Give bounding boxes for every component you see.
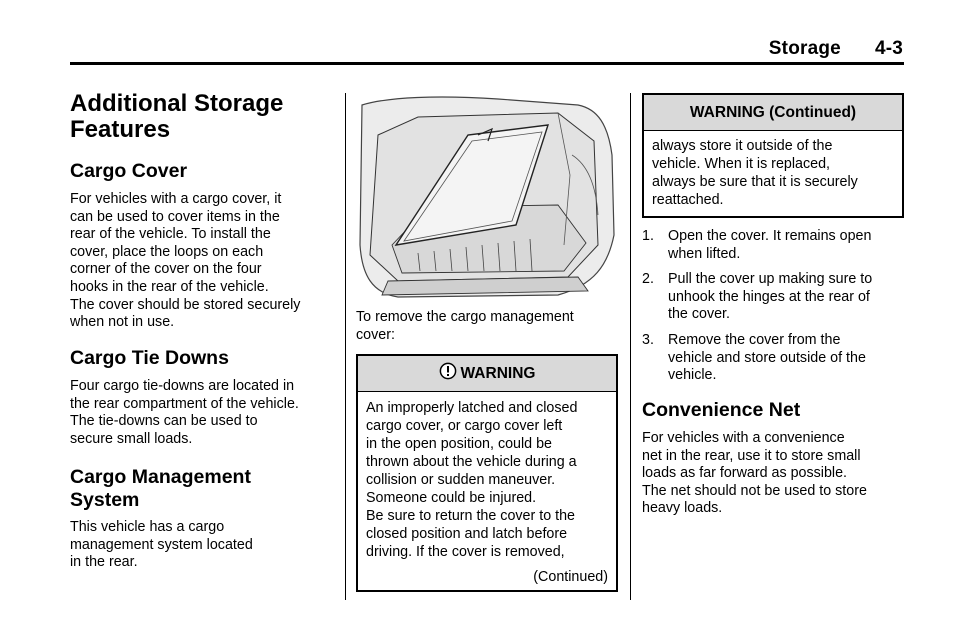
cargo-cover-text: For vehicles with a cargo cover, it can be used to cover items in the rear of the vehicle. To install the cover, place the loops on each corner of the cover on the four hooks in the rear of the vehicle. The cover should be stored securely when not in use. bbox=[70, 191, 301, 331]
warning-continued-header: WARNING (Continued) bbox=[644, 95, 902, 131]
cargo-management-text: This vehicle has a cargo management system located in the rear. bbox=[70, 519, 253, 571]
warning-header bbox=[358, 356, 616, 392]
list-item bbox=[642, 271, 904, 324]
step-text: Remove the cover from the vehicle and store outside of the vehicle. bbox=[668, 331, 866, 384]
section-title: Storage bbox=[768, 38, 841, 59]
remove-cover-text: To remove the cargo management cover: bbox=[356, 309, 574, 343]
removal-steps bbox=[642, 228, 904, 393]
page-number: 4-3 bbox=[874, 38, 903, 59]
warning-box bbox=[356, 354, 618, 592]
step-number: 3. bbox=[642, 331, 654, 348]
step-number: 1. bbox=[642, 228, 654, 244]
cargo-cover-heading: Cargo Cover bbox=[70, 160, 188, 182]
step-text: Pull the cover up making sure to unhook the hinges at the rear of the cover. bbox=[668, 271, 873, 323]
list-item bbox=[642, 332, 904, 385]
continued-label: (Continued) bbox=[533, 569, 608, 585]
warning-continued-text: always store it outside of the vehicle. When it is replaced, always be sure that it is securely reattached. bbox=[652, 138, 858, 208]
column-divider bbox=[345, 93, 346, 600]
page-header bbox=[769, 38, 903, 60]
cargo-tie-downs-heading: Cargo Tie Downs bbox=[70, 347, 229, 369]
warning-text: An improperly latched and closed cargo cover, or cargo cover left in the open position, could be thrown about the vehicle during a collision or sudden maneuver. Someone could be injured. Be sure to return the cover to the closed position and latch before driving. If the cover is removed, bbox=[366, 400, 578, 560]
list-item bbox=[642, 228, 904, 263]
page-title: Additional Storage Features bbox=[70, 90, 284, 143]
step-number: 2. bbox=[642, 271, 654, 288]
step-text: Open the cover. It remains open when lifted. bbox=[668, 228, 872, 262]
column-divider bbox=[630, 93, 631, 600]
convenience-net-heading: Convenience Net bbox=[642, 399, 801, 421]
warning-label: WARNING bbox=[460, 365, 536, 382]
cargo-management-heading: Cargo Management System bbox=[70, 466, 251, 511]
convenience-net-text: For vehicles with a convenience net in the rear, use it to store small loads as far forward as possible. The net should not be used to store heavy loads. bbox=[642, 430, 867, 517]
cargo-tie-downs-text: Four cargo tie-downs are located in the rear compartment of the vehicle. The tie-downs can be used to secure small loads. bbox=[70, 378, 299, 447]
warning-icon bbox=[439, 362, 457, 380]
cargo-cover-illustration bbox=[358, 95, 616, 299]
header-rule bbox=[70, 62, 904, 65]
warning-continued-box bbox=[642, 93, 904, 218]
